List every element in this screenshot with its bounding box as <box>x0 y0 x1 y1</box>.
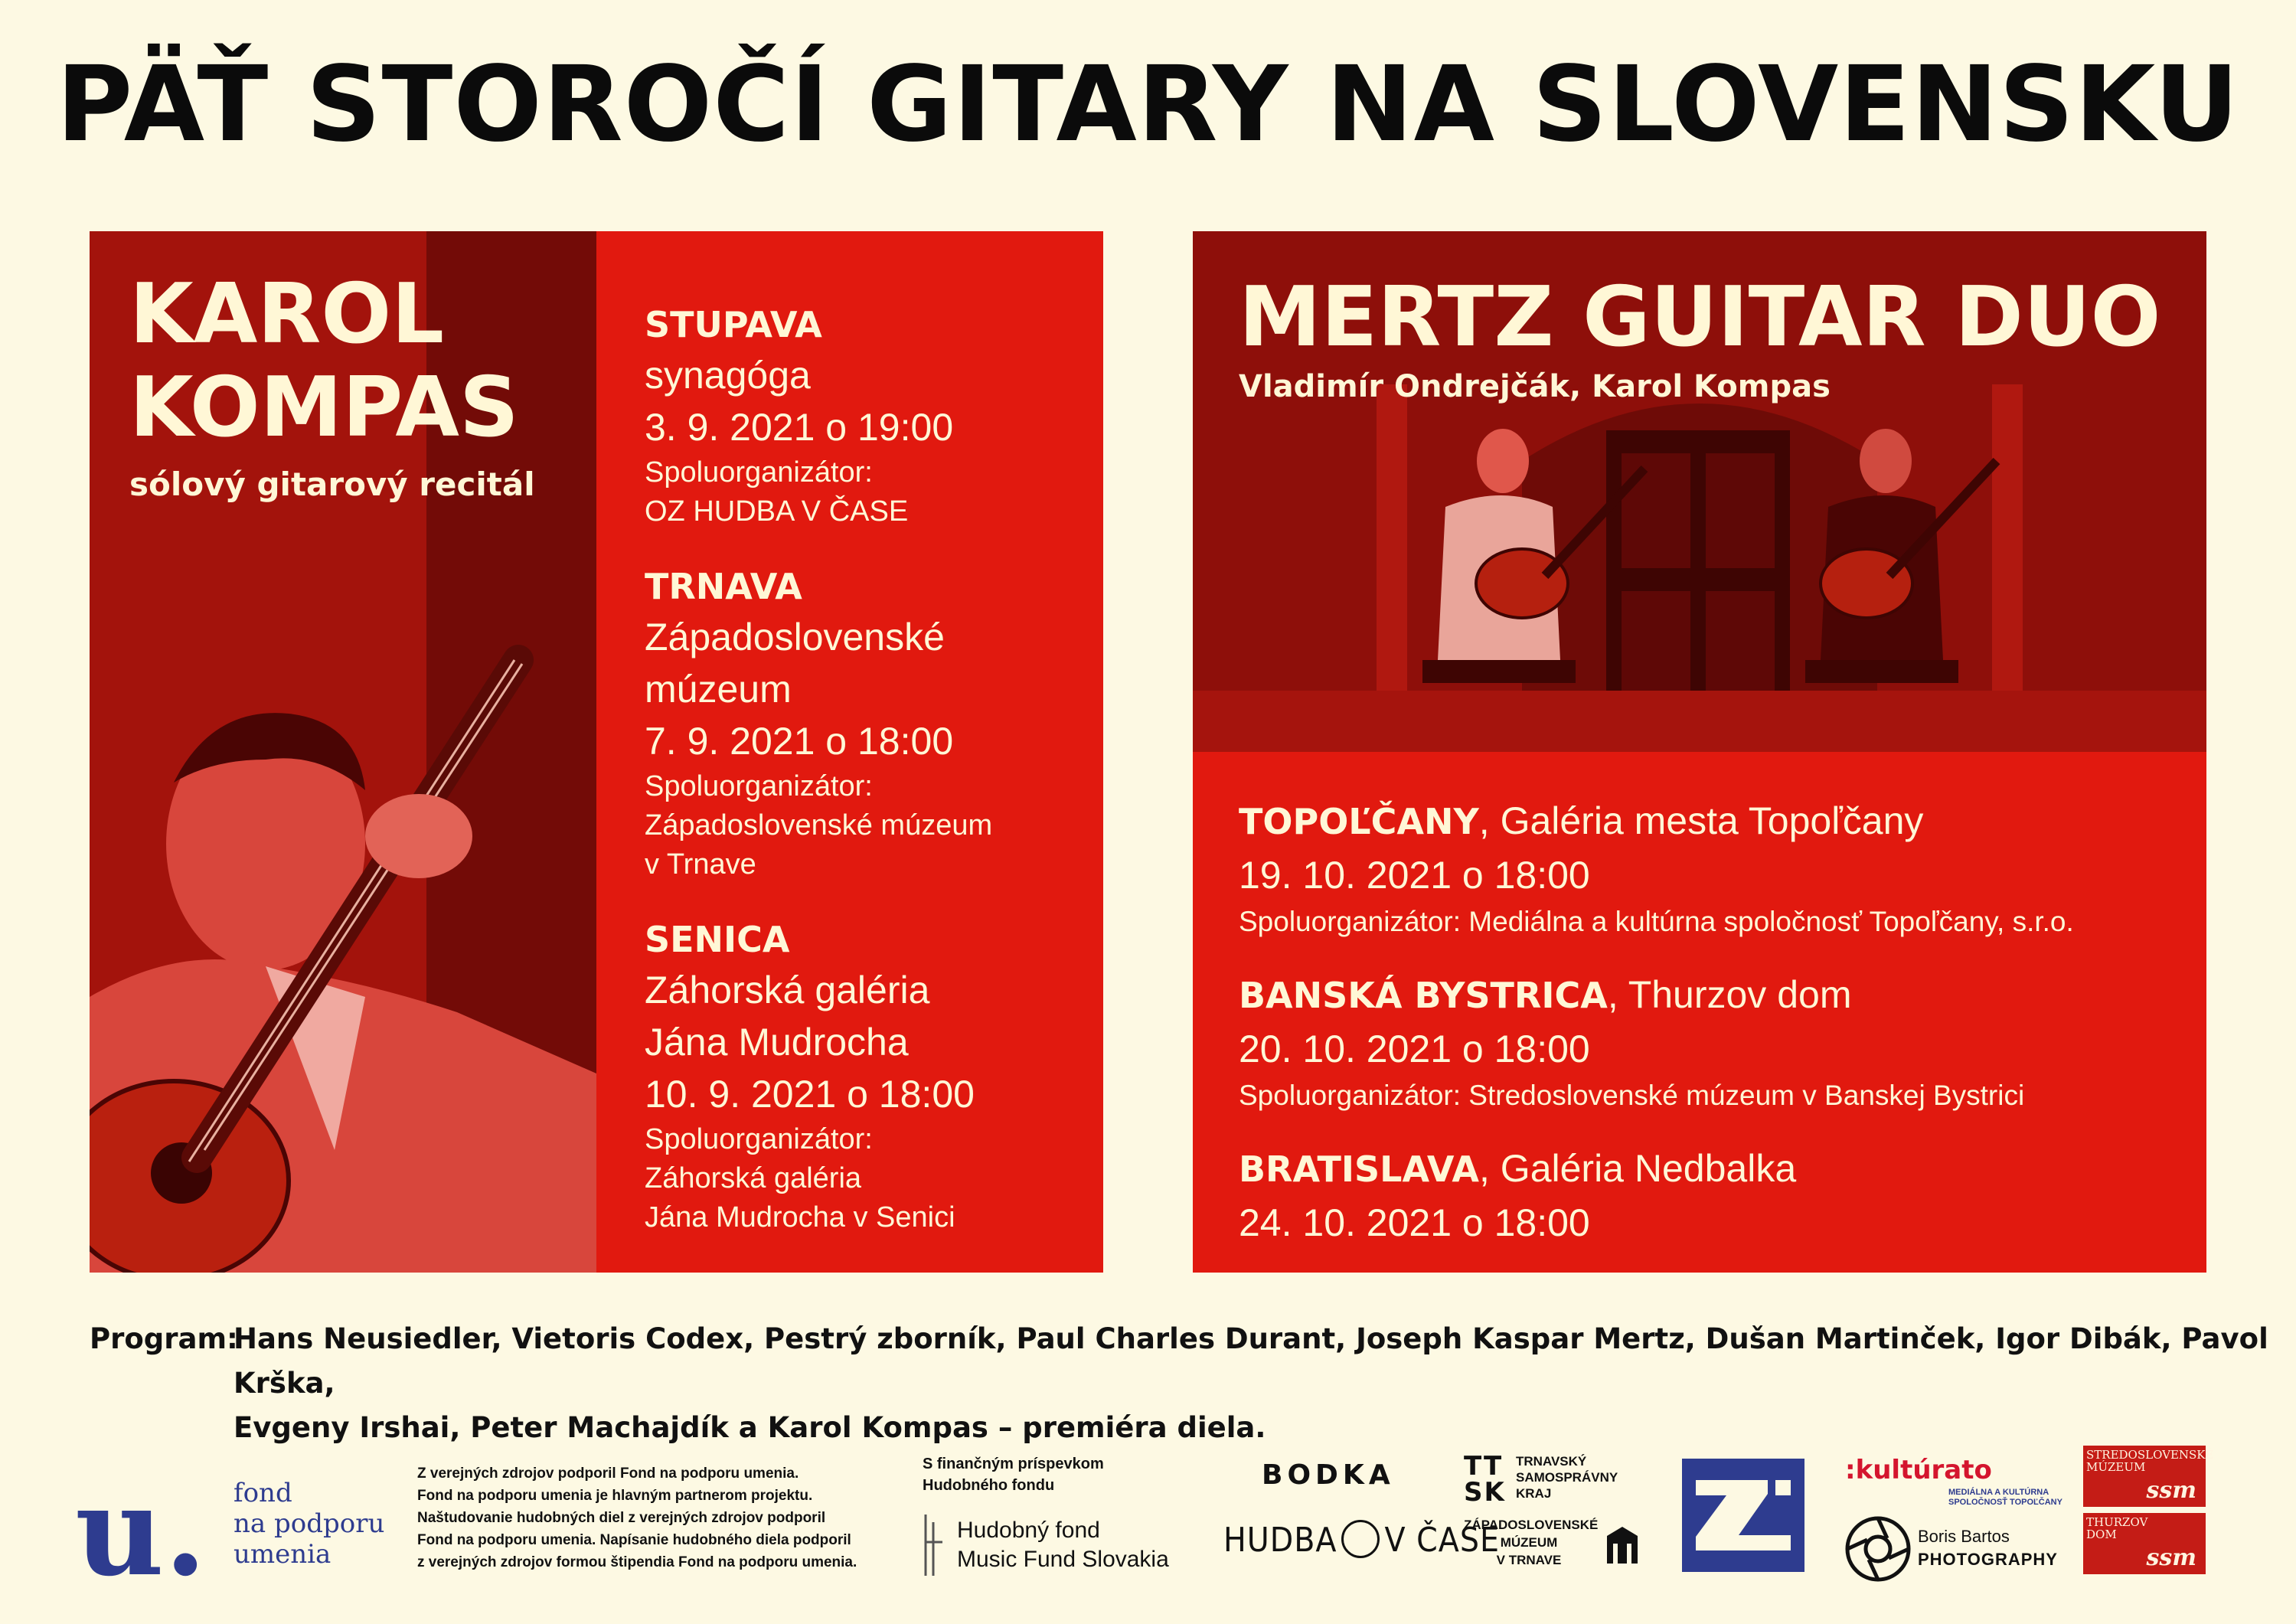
recital-concert-list <box>645 300 1089 1268</box>
museum-line: MÚZEUM <box>1500 1535 1558 1550</box>
museum-trnava-logo-text <box>1464 1516 1599 1569</box>
funding-note-line: Z verejných zdrojov podporil Fond na podporu umenia. <box>417 1466 799 1482</box>
concert-topolcany <box>1239 794 2188 942</box>
fpu-logo: u. <box>75 1459 207 1603</box>
concert-venue: , Galéria Nedbalka <box>1479 1147 1797 1190</box>
museum-line: ZÁPADOSLOVENSKÉ <box>1464 1518 1599 1532</box>
music-fund-logo-icon <box>923 1515 946 1576</box>
concert-heading <box>1239 794 2188 848</box>
karol-kompas-panel <box>90 231 1103 1273</box>
duo-members: Vladimír Ondrejčák, Karol Kompas <box>1239 369 1831 404</box>
concert-venue: Jána Mudrocha <box>645 1021 909 1064</box>
ttsk-logo-text <box>1516 1453 1618 1501</box>
ssm-logo-line: THURZOV <box>2086 1515 2148 1529</box>
music-fund-name-line: Hudobný fond <box>957 1518 1100 1543</box>
duo-name: MERTZ GUITAR DUO <box>1239 270 2161 365</box>
hudba-logo-text: HUDBA <box>1223 1521 1337 1560</box>
concert-venue: Záhorská galéria <box>645 969 930 1011</box>
ssm-mark: ssm <box>2146 1477 2196 1504</box>
concert-venue: múzeum <box>645 668 792 711</box>
fpu-logo-line: fond <box>234 1478 292 1508</box>
concert-datetime: 20. 10. 2021 o 18:00 <box>1239 1028 1590 1070</box>
photographer-name: Boris Bartos <box>1918 1527 2010 1546</box>
ttsk-text-line: SAMOSPRÁVNY <box>1516 1470 1618 1485</box>
fpu-logo-line: na podporu <box>234 1508 385 1539</box>
concert-city: STUPAVA <box>645 304 822 345</box>
photographer-label: PHOTOGRAPHY <box>1918 1550 2058 1569</box>
co-organizer-name: Jána Mudrocha v Senici <box>645 1201 955 1234</box>
concert-datetime: 3. 9. 2021 o 19:00 <box>645 406 954 449</box>
bodka-logo: BODKA <box>1262 1459 1395 1491</box>
guitarist-photo <box>90 231 596 1273</box>
performer-first-name: KAROL <box>129 266 445 362</box>
music-fund-name-line: Music Fund Slovakia <box>957 1547 1169 1572</box>
performer-last-name: KOMPAS <box>129 360 519 456</box>
funding-note-line: Fond na podporu umenia. Napísanie hudobného diela podporil <box>417 1532 851 1548</box>
kulturato-sub-line: MEDIÁLNA A KULTÚRNA <box>1948 1488 2049 1497</box>
ttsk-text-line: KRAJ <box>1516 1486 1552 1501</box>
co-organizer-name: OZ HUDBA V ČASE <box>645 495 909 528</box>
co-organizer-label: Spoluorganizátor: <box>645 1123 873 1155</box>
hudba-v-case-logo <box>1223 1521 1500 1561</box>
concert-bratislava <box>1239 1142 2188 1250</box>
program-line: Evgeny Irshai, Peter Machajdík a Karol Kompas – premiéra diela. <box>234 1411 1266 1444</box>
concert-senica <box>645 915 1089 1237</box>
concert-datetime: 7. 9. 2021 o 18:00 <box>645 720 954 763</box>
funding-note-line: Fond na podporu umenia je hlavným partnerom projektu. <box>417 1488 813 1504</box>
concert-city: SENICA <box>645 919 790 960</box>
thurzov-dom-logo <box>2083 1513 2206 1574</box>
co-organizer-name: Západoslovenské múzeum <box>645 809 993 841</box>
recital-subtitle: sólový gitarový recitál <box>129 466 535 503</box>
kulturato-subtitle <box>1948 1488 2062 1508</box>
concert-datetime: 19. 10. 2021 o 18:00 <box>1239 854 1590 897</box>
co-organizer-label: Spoluorganizátor: <box>645 770 873 802</box>
ssm-logo-line: DOM <box>2086 1528 2117 1541</box>
ssm-logo-line: STREDOSLOVENSKÉ <box>2086 1448 2214 1462</box>
poster-title: PÄŤ STOROČÍ GITARY NA SLOVENSKU <box>56 44 2240 165</box>
funding-note-line: z verejných zdrojov formou štipendia Fond na podporu umenia. <box>417 1554 857 1570</box>
aperture-icon <box>1845 1516 1911 1582</box>
concert-heading <box>1239 1142 2188 1196</box>
co-organizer-label: Spoluorganizátor: <box>645 456 873 489</box>
concert-venue: Západoslovenské <box>645 616 945 658</box>
hudba-logo-text: V ČASE <box>1384 1521 1500 1560</box>
co-organizer-name: v Trnave <box>645 848 756 881</box>
ttsk-logo-mark <box>1464 1451 1506 1508</box>
concert-banska-bystrica <box>1239 968 2188 1116</box>
concert-heading <box>1239 968 2188 1022</box>
kulturato-sub-line: SPOLOČNOSŤ TOPOĽČANY <box>1948 1498 2062 1507</box>
sponsor-footer <box>0 1439 2296 1623</box>
ttsk-mark-line: TT <box>1464 1451 1504 1482</box>
concert-city: TOPOĽČANY <box>1239 801 1479 842</box>
ssm-logo-line: MÚZEUM <box>2086 1460 2146 1474</box>
stredoslovenske-muzeum-logo <box>2083 1446 2214 1507</box>
music-fund-label <box>923 1453 1104 1496</box>
concert-datetime: 24. 10. 2021 o 18:00 <box>1239 1201 1590 1244</box>
music-fund-label-line: Hudobného fondu <box>923 1477 1055 1494</box>
kulturato-logo: :kultúrato <box>1845 1455 1992 1485</box>
funding-note-line: Naštudovanie hudobných diel z verejných zdrojov podporil <box>417 1510 826 1526</box>
fpu-logo-line: umenia <box>234 1539 331 1570</box>
concert-venue: synagóga <box>645 354 811 397</box>
duo-photo <box>1193 231 2206 752</box>
duo-concert-list <box>1239 794 2188 1273</box>
mertz-duo-panel <box>1193 231 2206 1273</box>
co-organizer: Spoluorganizátor: Mediálna a kultúrna spoločnosť Topoľčany, s.r.o. <box>1239 906 2074 937</box>
concert-stupava <box>645 300 1089 531</box>
ssm-logo-text <box>2086 1516 2147 1541</box>
music-fund-logo-text <box>957 1516 1169 1574</box>
concert-datetime: 10. 9. 2021 o 18:00 <box>645 1073 975 1116</box>
program-line: Hans Neusiedler, Vietoris Codex, Pestrý zborník, Paul Charles Durant, Joseph Kaspar Mertz, Dušan Martinček, Igor Dibák, Pavol Krška, <box>234 1322 2268 1400</box>
concert-city: TRNAVA <box>645 566 802 607</box>
ttsk-text-line: TRNAVSKÝ <box>1516 1454 1587 1469</box>
concert-city: BRATISLAVA <box>1239 1149 1480 1190</box>
museum-line: V TRNAVE <box>1496 1553 1562 1567</box>
ttsk-mark-line: SK <box>1464 1477 1506 1508</box>
co-organizer-name: Záhorská galéria <box>645 1162 862 1194</box>
music-fund-label-line: S finančným príspevkom <box>923 1456 1104 1472</box>
ssm-mark: ssm <box>2146 1544 2196 1571</box>
concert-city: BANSKÁ BYSTRICA <box>1239 975 1608 1016</box>
funding-note <box>417 1462 907 1573</box>
fpu-logo-text <box>234 1478 384 1570</box>
co-organizer: Spoluorganizátor: Stredoslovenské múzeum v Banskej Bystrici <box>1239 1080 2025 1111</box>
zahorska-galeria-logo-icon <box>1682 1459 1804 1572</box>
concert-venue: , Thurzov dom <box>1607 973 1852 1016</box>
museum-building-icon <box>1605 1525 1639 1565</box>
concert-venue: , Galéria mesta Topoľčany <box>1478 799 1924 842</box>
ssm-logo-text <box>2086 1449 2213 1473</box>
program-label: Program: <box>90 1322 238 1355</box>
knot-icon <box>1341 1520 1380 1558</box>
concert-trnava <box>645 562 1089 884</box>
performer-name <box>129 268 519 455</box>
program-text <box>234 1317 2296 1450</box>
